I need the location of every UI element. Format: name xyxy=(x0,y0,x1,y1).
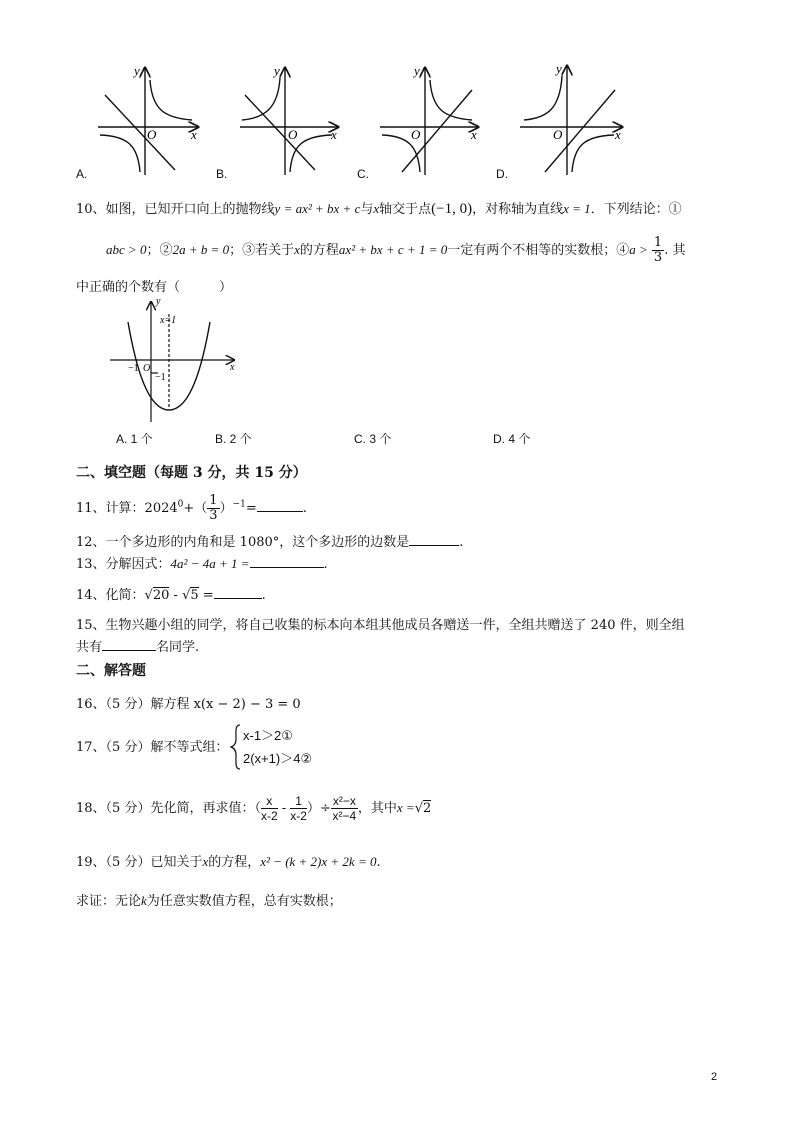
q10-point: (−1, 0) xyxy=(431,201,473,217)
q15-text-b: 名同学. xyxy=(156,640,200,655)
q10-option-b[interactable]: B. 2 个 xyxy=(215,432,252,446)
q19-proof xyxy=(76,890,342,909)
graph-a-o: O xyxy=(147,127,157,142)
q10-text-f: ；② xyxy=(146,243,173,258)
q18-f3n: x²−x xyxy=(332,794,356,808)
graph-d-o: O xyxy=(553,127,563,142)
q15-line1: 15、生物兴趣小组的同学，将自己收集的标本向本组其他成员各赠送一件，全组共赠送了 240 件，则全组 xyxy=(76,618,685,633)
q11-den: 3 xyxy=(209,508,218,523)
q10-graph-x1: x=1 xyxy=(160,315,177,326)
graph-b-y: y xyxy=(274,63,280,78)
page-number: 2 xyxy=(711,1071,718,1083)
q11-fraction xyxy=(207,494,219,523)
q13-end: . xyxy=(323,557,328,572)
q13-text: 13、分解因式： xyxy=(76,557,171,572)
q18-minus: - xyxy=(277,801,291,816)
q9-graphs xyxy=(90,60,710,180)
q18-frac3 xyxy=(331,794,358,823)
proof-rest: 为任意实数值方程，总有实数根； xyxy=(146,894,342,909)
section-fill-in-title: 二、填空题（每题 3 分，共 15 分） xyxy=(76,465,307,481)
q15-blank[interactable] xyxy=(102,638,156,651)
q10-graph-y: y xyxy=(156,298,161,307)
graph-a-x: x xyxy=(191,127,197,142)
q18-f2n: 1 xyxy=(290,794,307,809)
graph-c xyxy=(380,68,478,175)
graph-c-o: O xyxy=(411,127,421,142)
q18-sqrt-sign: √ xyxy=(414,801,423,816)
q11-blank[interactable] xyxy=(257,499,303,512)
q18-tail: ，其中 xyxy=(357,801,397,816)
q14-text: 14、化简： xyxy=(76,588,145,603)
q10-text-e: ．下列结论：① xyxy=(590,202,682,217)
graph-d xyxy=(520,66,622,175)
q14-r1: 20 xyxy=(152,588,170,603)
q17-brace xyxy=(230,723,242,771)
q10-eq1: y = ax² + bx + c xyxy=(274,201,361,216)
q10-a-gt: a > xyxy=(629,242,648,257)
q10-graph-m1: −1 xyxy=(128,363,139,374)
q14-eq: = xyxy=(198,588,214,603)
q11-sup: −1 xyxy=(232,499,246,510)
q10-parabola-graph xyxy=(108,298,248,424)
q10-frac-den: 3 xyxy=(653,250,663,265)
q17-ineq2: 2(x+1)＞4② xyxy=(243,751,313,766)
q19-xv: x xyxy=(202,854,209,869)
q10-line1 xyxy=(76,198,682,218)
q13 xyxy=(76,553,328,572)
q10-option-c[interactable]: C. 3 个 xyxy=(354,432,392,446)
q18-text: 18、（5 分）先化简，再求值：（ xyxy=(76,801,261,816)
q13-expr: 4a² − 4a + 1 = xyxy=(170,556,250,571)
q19-end: . xyxy=(376,855,381,870)
q14 xyxy=(76,584,266,603)
q10-text-j: . 其 xyxy=(664,243,686,258)
q14-end: . xyxy=(261,588,266,603)
q18-frac2 xyxy=(290,794,307,823)
q17-ineq1: x-1＞2① xyxy=(243,728,293,743)
graph-a xyxy=(98,68,198,175)
q10-option-a[interactable]: A. 1 个 xyxy=(116,432,153,446)
q10-2ab: 2a + b = 0 xyxy=(172,242,230,257)
q18-xeq: x = xyxy=(396,800,415,815)
q18-f1n: x xyxy=(261,794,278,809)
q10-xvar: x xyxy=(373,201,380,216)
q9-option-c[interactable]: C. xyxy=(357,167,369,181)
q10-line2 xyxy=(106,236,685,265)
q18-root: 2 xyxy=(423,801,432,816)
q11-sup0: 0 xyxy=(177,499,184,510)
proof-text: 求证：无论 xyxy=(76,894,142,909)
q10-eq2: ax² + bx + c + 1 = 0 xyxy=(338,242,448,257)
graph-b xyxy=(240,68,338,175)
q10-fraction xyxy=(652,236,664,265)
q12 xyxy=(76,531,463,550)
q10-text-b: 与 xyxy=(360,202,374,217)
q10-xvar-2: x xyxy=(294,242,300,257)
q18 xyxy=(76,794,431,823)
q18-f1d: x-2 xyxy=(260,809,278,823)
q10-frac-num: 1 xyxy=(653,235,663,250)
graph-b-x: x xyxy=(331,127,337,142)
q10-line3: 中正确的个数有（ ） xyxy=(76,280,233,295)
q10-graph-x: x xyxy=(230,362,235,373)
q14-sqrt-sign-1: √ xyxy=(144,588,153,603)
q11-post: ） xyxy=(219,501,233,516)
q15-line2 xyxy=(76,636,199,655)
graph-c-y: y xyxy=(414,63,420,78)
q11-mid: +（ xyxy=(183,501,208,516)
graph-b-o: O xyxy=(288,127,298,142)
q14-minus: - xyxy=(169,588,183,603)
q14-sqrt-sign-2: √ xyxy=(182,588,191,603)
q10-text-i: 一定有两个不相等的实数根；④ xyxy=(447,243,630,258)
q10-text-d: ，对称轴为直线 xyxy=(472,202,564,217)
q15-text-a: 共有 xyxy=(76,640,103,655)
graph-c-x: x xyxy=(471,127,477,142)
proof-k: k xyxy=(141,893,147,908)
q12-end: . xyxy=(459,535,464,550)
q10-text-c: 轴交于点 xyxy=(379,202,432,217)
q18-close: ）÷ xyxy=(306,801,331,816)
q19-eq: x² − (k + 2)x + 2k = 0 xyxy=(260,854,377,869)
q13-blank[interactable] xyxy=(250,555,324,568)
q9-option-d[interactable]: D. xyxy=(496,167,508,181)
q19-mid: 的方程， xyxy=(208,855,261,870)
graph-d-x: x xyxy=(615,127,621,142)
q9-option-b[interactable]: B. xyxy=(216,167,228,181)
q10-graph-o: O xyxy=(143,363,151,374)
q10-option-d[interactable]: D. 4 个 xyxy=(493,432,531,446)
q14-r2: 5 xyxy=(190,588,199,603)
q10-text-h: 的方程 xyxy=(299,243,339,258)
q10-abc: abc > 0 xyxy=(106,242,147,257)
q9-option-a[interactable]: A. xyxy=(76,167,88,181)
q10-text-a: 10、如图，已知开口向上的抛物线 xyxy=(76,202,275,217)
q19 xyxy=(76,851,381,870)
q14-blank[interactable] xyxy=(214,586,262,599)
q11-end: . xyxy=(302,501,307,516)
graph-d-y: y xyxy=(556,61,562,76)
q10-text-g: ；③若关于 xyxy=(229,243,295,258)
q10-graph-neg1: −1 xyxy=(155,372,166,383)
section-answer-title: 二、解答题 xyxy=(76,663,146,679)
q19-text: 19、（5 分）已知关于 xyxy=(76,855,203,870)
q16: 16、（5 分）解方程 x(x − 2) − 3 = 0 xyxy=(76,697,301,712)
q11-eq: = xyxy=(245,501,257,516)
q10-axis: x = 1 xyxy=(563,201,591,216)
q18-f3d: x²−4 xyxy=(332,809,357,823)
q11 xyxy=(76,494,307,523)
graph-a-y: y xyxy=(134,63,140,78)
q11-num: 1 xyxy=(209,493,218,508)
q11-pre: 11、计算：2024 xyxy=(76,501,178,516)
q12-text: 12、一个多边形的内角和是 1080°，这个多边形的边数是 xyxy=(76,535,410,550)
q17-text: 17、（5 分）解不等式组： xyxy=(76,740,229,755)
q18-f2d: x-2 xyxy=(290,809,307,823)
q12-blank[interactable] xyxy=(409,533,459,546)
q18-frac1 xyxy=(261,794,278,823)
